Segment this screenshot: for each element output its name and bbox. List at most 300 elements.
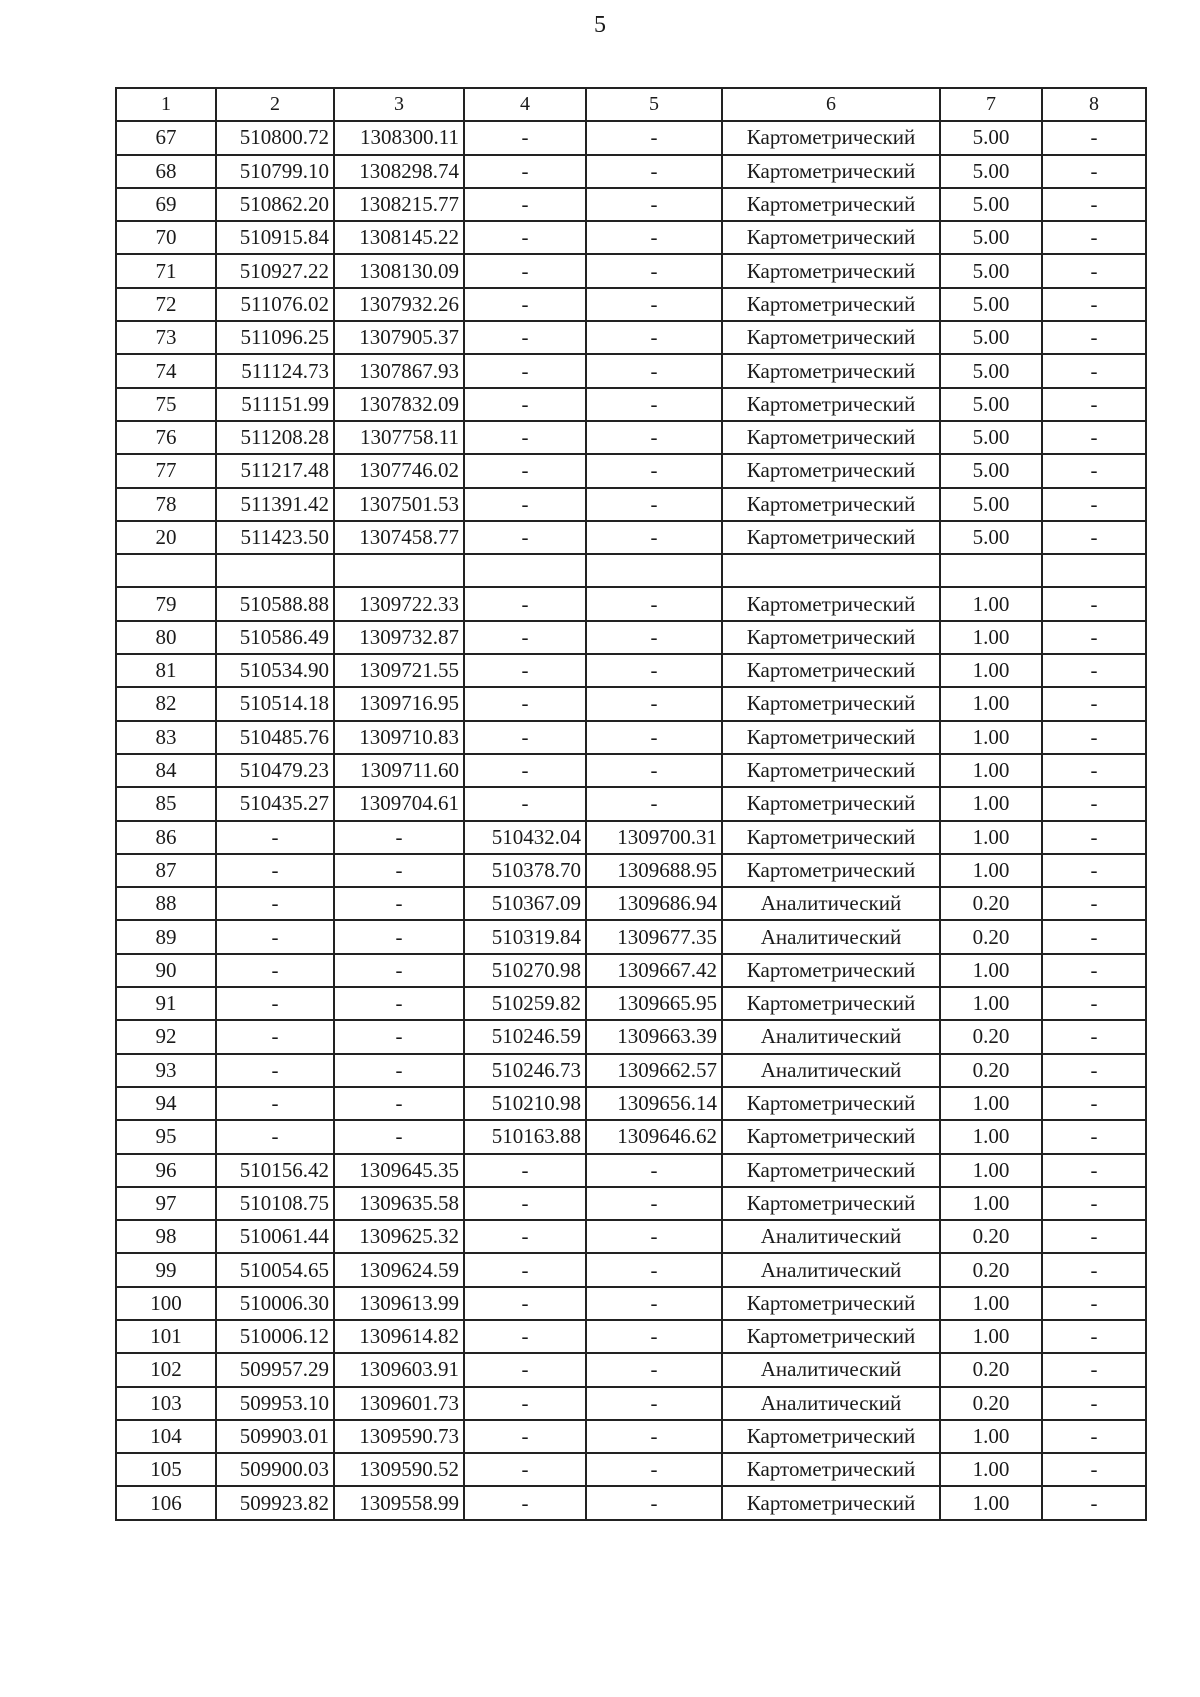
table-row [116, 1253, 1146, 1286]
x-new-coordinate-cell: 510432.04 [464, 821, 586, 854]
x-coordinate-cell: 509953.10 [216, 1387, 334, 1420]
page-number: 5 [594, 12, 606, 38]
table-row [116, 421, 1146, 454]
point-number-cell: 106 [116, 1486, 216, 1519]
precision-cell: 5.00 [940, 288, 1042, 321]
table-row [116, 1087, 1146, 1120]
precision-cell [940, 554, 1042, 587]
precision-cell: 1.00 [940, 1486, 1042, 1519]
x-coordinate-cell: 510915.84 [216, 221, 334, 254]
method-cell: Картометрический [722, 488, 940, 521]
description-cell: - [1042, 987, 1146, 1020]
x-new-coordinate-cell: - [464, 221, 586, 254]
table-row [116, 754, 1146, 787]
x-new-coordinate-cell: - [464, 721, 586, 754]
method-cell: Картометрический [722, 987, 940, 1020]
table-row [116, 188, 1146, 221]
description-cell: - [1042, 321, 1146, 354]
description-cell: - [1042, 421, 1146, 454]
y-new-coordinate-cell: - [586, 654, 722, 687]
y-new-coordinate-cell: - [586, 1154, 722, 1187]
x-new-coordinate-cell: - [464, 488, 586, 521]
method-cell: Картометрический [722, 288, 940, 321]
y-coordinate-cell: 1307832.09 [334, 388, 464, 421]
precision-cell: 1.00 [940, 1287, 1042, 1320]
method-cell: Картометрический [722, 754, 940, 787]
point-number-cell: 74 [116, 354, 216, 387]
point-number-cell: 91 [116, 987, 216, 1020]
y-new-coordinate-cell: - [586, 1253, 722, 1286]
point-number-cell: 98 [116, 1220, 216, 1253]
table-body [116, 88, 1146, 1520]
method-cell: Картометрический [722, 1453, 940, 1486]
y-coordinate-cell: 1309716.95 [334, 687, 464, 720]
point-number-cell: 83 [116, 721, 216, 754]
y-coordinate-cell: - [334, 987, 464, 1020]
point-number-cell: 93 [116, 1054, 216, 1087]
y-new-coordinate-cell: - [586, 721, 722, 754]
y-coordinate-cell: 1309625.32 [334, 1220, 464, 1253]
table-row [116, 321, 1146, 354]
x-coordinate-cell: 510108.75 [216, 1187, 334, 1220]
x-new-coordinate-cell: - [464, 1154, 586, 1187]
description-cell: - [1042, 121, 1146, 154]
header-cell: 7 [940, 88, 1042, 121]
header-cell: 4 [464, 88, 586, 121]
precision-cell: 5.00 [940, 155, 1042, 188]
table-row [116, 554, 1146, 587]
header-cell: 2 [216, 88, 334, 121]
x-new-coordinate-cell [464, 554, 586, 587]
method-cell: Картометрический [722, 621, 940, 654]
x-new-coordinate-cell: 510378.70 [464, 854, 586, 887]
point-number-cell: 67 [116, 121, 216, 154]
point-number-cell: 104 [116, 1420, 216, 1453]
method-cell [722, 554, 940, 587]
x-new-coordinate-cell: - [464, 1287, 586, 1320]
x-new-coordinate-cell: 510259.82 [464, 987, 586, 1020]
table-row [116, 288, 1146, 321]
y-new-coordinate-cell: 1309667.42 [586, 954, 722, 987]
description-cell: - [1042, 188, 1146, 221]
y-new-coordinate-cell: 1309686.94 [586, 887, 722, 920]
table-row [116, 254, 1146, 287]
x-new-coordinate-cell: - [464, 121, 586, 154]
method-cell: Картометрический [722, 1420, 940, 1453]
table-row [116, 954, 1146, 987]
x-coordinate-cell: 510061.44 [216, 1220, 334, 1253]
x-new-coordinate-cell: 510270.98 [464, 954, 586, 987]
point-number-cell: 99 [116, 1253, 216, 1286]
table-row [116, 621, 1146, 654]
y-new-coordinate-cell: - [586, 1486, 722, 1519]
y-coordinate-cell: 1308300.11 [334, 121, 464, 154]
description-cell: - [1042, 1453, 1146, 1486]
description-cell: - [1042, 787, 1146, 820]
x-new-coordinate-cell: - [464, 1453, 586, 1486]
x-coordinate-cell: 511124.73 [216, 354, 334, 387]
x-coordinate-cell: 509900.03 [216, 1453, 334, 1486]
description-cell: - [1042, 1320, 1146, 1353]
x-coordinate-cell: 510156.42 [216, 1154, 334, 1187]
x-coordinate-cell: - [216, 887, 334, 920]
precision-cell: 5.00 [940, 388, 1042, 421]
method-cell: Картометрический [722, 321, 940, 354]
y-new-coordinate-cell: - [586, 221, 722, 254]
x-coordinate-cell: 511423.50 [216, 521, 334, 554]
y-coordinate-cell: - [334, 1054, 464, 1087]
table-row [116, 1187, 1146, 1220]
description-cell: - [1042, 1020, 1146, 1053]
point-number-cell: 86 [116, 821, 216, 854]
point-number-cell: 79 [116, 587, 216, 620]
y-new-coordinate-cell: - [586, 687, 722, 720]
point-number-cell: 94 [116, 1087, 216, 1120]
y-coordinate-cell: 1309613.99 [334, 1287, 464, 1320]
point-number-cell: 100 [116, 1287, 216, 1320]
y-coordinate-cell: 1307932.26 [334, 288, 464, 321]
y-new-coordinate-cell: - [586, 587, 722, 620]
precision-cell: 1.00 [940, 587, 1042, 620]
y-new-coordinate-cell: - [586, 121, 722, 154]
point-number-cell: 76 [116, 421, 216, 454]
method-cell: Аналитический [722, 920, 940, 953]
precision-cell: 1.00 [940, 1320, 1042, 1353]
x-new-coordinate-cell: - [464, 421, 586, 454]
point-number-cell: 82 [116, 687, 216, 720]
y-coordinate-cell: 1309711.60 [334, 754, 464, 787]
description-cell: - [1042, 288, 1146, 321]
point-number-cell: 77 [116, 454, 216, 487]
y-coordinate-cell: 1307458.77 [334, 521, 464, 554]
x-new-coordinate-cell: - [464, 1320, 586, 1353]
x-new-coordinate-cell: - [464, 687, 586, 720]
y-coordinate-cell: 1309721.55 [334, 654, 464, 687]
y-new-coordinate-cell: - [586, 188, 722, 221]
table-row [116, 1120, 1146, 1153]
y-new-coordinate-cell: 1309663.39 [586, 1020, 722, 1053]
x-coordinate-cell: 510514.18 [216, 687, 334, 720]
y-coordinate-cell: 1309645.35 [334, 1154, 464, 1187]
method-cell: Картометрический [722, 354, 940, 387]
method-cell: Аналитический [722, 1353, 940, 1386]
description-cell: - [1042, 1387, 1146, 1420]
method-cell: Картометрический [722, 121, 940, 154]
point-number-cell: 105 [116, 1453, 216, 1486]
x-coordinate-cell: 510479.23 [216, 754, 334, 787]
precision-cell: 1.00 [940, 1120, 1042, 1153]
y-new-coordinate-cell: - [586, 1287, 722, 1320]
method-cell: Картометрический [722, 521, 940, 554]
method-cell: Картометрический [722, 787, 940, 820]
y-new-coordinate-cell: - [586, 1353, 722, 1386]
method-cell: Аналитический [722, 1054, 940, 1087]
method-cell: Картометрический [722, 721, 940, 754]
point-number-cell: 69 [116, 188, 216, 221]
precision-cell: 1.00 [940, 1187, 1042, 1220]
table-row [116, 1287, 1146, 1320]
table-row [116, 821, 1146, 854]
y-coordinate-cell: 1309558.99 [334, 1486, 464, 1519]
description-cell: - [1042, 1154, 1146, 1187]
description-cell: - [1042, 254, 1146, 287]
y-coordinate-cell: 1307746.02 [334, 454, 464, 487]
description-cell: - [1042, 1120, 1146, 1153]
method-cell: Картометрический [722, 821, 940, 854]
description-cell: - [1042, 1287, 1146, 1320]
point-number-cell: 92 [116, 1020, 216, 1053]
x-new-coordinate-cell: 510319.84 [464, 920, 586, 953]
y-coordinate-cell: 1308130.09 [334, 254, 464, 287]
table-header-row [116, 88, 1146, 121]
point-number-cell: 68 [116, 155, 216, 188]
y-new-coordinate-cell: 1309646.62 [586, 1120, 722, 1153]
x-coordinate-cell: - [216, 987, 334, 1020]
description-cell: - [1042, 954, 1146, 987]
y-new-coordinate-cell: - [586, 155, 722, 188]
y-new-coordinate-cell: - [586, 354, 722, 387]
precision-cell: 5.00 [940, 121, 1042, 154]
table-row [116, 654, 1146, 687]
table-row [116, 987, 1146, 1020]
point-number-cell: 20 [116, 521, 216, 554]
method-cell: Картометрический [722, 221, 940, 254]
point-number-cell: 70 [116, 221, 216, 254]
header-cell: 1 [116, 88, 216, 121]
method-cell: Картометрический [722, 155, 940, 188]
y-coordinate-cell [334, 554, 464, 587]
x-coordinate-cell [216, 554, 334, 587]
table-row [116, 887, 1146, 920]
y-new-coordinate-cell: 1309662.57 [586, 1054, 722, 1087]
x-coordinate-cell: 510588.88 [216, 587, 334, 620]
precision-cell: 5.00 [940, 454, 1042, 487]
point-number-cell: 90 [116, 954, 216, 987]
table-row [116, 1353, 1146, 1386]
precision-cell: 1.00 [940, 721, 1042, 754]
description-cell: - [1042, 1253, 1146, 1286]
precision-cell: 1.00 [940, 1420, 1042, 1453]
x-new-coordinate-cell: - [464, 787, 586, 820]
y-new-coordinate-cell: - [586, 421, 722, 454]
description-cell: - [1042, 1220, 1146, 1253]
method-cell: Картометрический [722, 1087, 940, 1120]
x-coordinate-cell: 510800.72 [216, 121, 334, 154]
x-new-coordinate-cell: 510246.59 [464, 1020, 586, 1053]
y-coordinate-cell: - [334, 920, 464, 953]
y-new-coordinate-cell: - [586, 1453, 722, 1486]
description-cell: - [1042, 354, 1146, 387]
y-coordinate-cell: 1308215.77 [334, 188, 464, 221]
table-row [116, 1486, 1146, 1519]
y-new-coordinate-cell: 1309677.35 [586, 920, 722, 953]
description-cell: - [1042, 521, 1146, 554]
description-cell: - [1042, 721, 1146, 754]
x-new-coordinate-cell: - [464, 1253, 586, 1286]
y-new-coordinate-cell: - [586, 787, 722, 820]
x-coordinate-cell: 510862.20 [216, 188, 334, 221]
precision-cell: 1.00 [940, 621, 1042, 654]
x-new-coordinate-cell: 510210.98 [464, 1087, 586, 1120]
precision-cell: 1.00 [940, 1154, 1042, 1187]
method-cell: Картометрический [722, 388, 940, 421]
y-coordinate-cell: 1309590.52 [334, 1453, 464, 1486]
precision-cell: 5.00 [940, 354, 1042, 387]
x-new-coordinate-cell: 510367.09 [464, 887, 586, 920]
x-new-coordinate-cell: - [464, 621, 586, 654]
description-cell: - [1042, 687, 1146, 720]
precision-cell: 1.00 [940, 987, 1042, 1020]
header-cell: 8 [1042, 88, 1146, 121]
description-cell: - [1042, 1187, 1146, 1220]
y-coordinate-cell: 1309624.59 [334, 1253, 464, 1286]
y-new-coordinate-cell: - [586, 1420, 722, 1453]
table-row [116, 1154, 1146, 1187]
x-new-coordinate-cell: - [464, 288, 586, 321]
table-row [116, 854, 1146, 887]
y-coordinate-cell: 1309710.83 [334, 721, 464, 754]
point-number-cell: 102 [116, 1353, 216, 1386]
y-new-coordinate-cell: - [586, 321, 722, 354]
y-new-coordinate-cell: - [586, 288, 722, 321]
table-row [116, 388, 1146, 421]
description-cell: - [1042, 821, 1146, 854]
description-cell: - [1042, 1486, 1146, 1519]
x-new-coordinate-cell: - [464, 654, 586, 687]
method-cell: Картометрический [722, 587, 940, 620]
precision-cell: 1.00 [940, 687, 1042, 720]
x-coordinate-cell: 510435.27 [216, 787, 334, 820]
y-coordinate-cell: - [334, 1020, 464, 1053]
table-row [116, 121, 1146, 154]
x-new-coordinate-cell: - [464, 754, 586, 787]
y-new-coordinate-cell: 1309688.95 [586, 854, 722, 887]
x-new-coordinate-cell: - [464, 1220, 586, 1253]
x-new-coordinate-cell: 510246.73 [464, 1054, 586, 1087]
method-cell: Аналитический [722, 1253, 940, 1286]
method-cell: Картометрический [722, 687, 940, 720]
y-new-coordinate-cell: - [586, 1387, 722, 1420]
precision-cell: 0.20 [940, 1387, 1042, 1420]
table-row [116, 1054, 1146, 1087]
table-row [116, 521, 1146, 554]
method-cell: Аналитический [722, 1387, 940, 1420]
coordinates-table [115, 87, 1147, 1521]
method-cell: Картометрический [722, 421, 940, 454]
y-new-coordinate-cell: 1309700.31 [586, 821, 722, 854]
x-coordinate-cell: - [216, 854, 334, 887]
x-new-coordinate-cell: - [464, 1420, 586, 1453]
description-cell: - [1042, 488, 1146, 521]
precision-cell: 0.20 [940, 1253, 1042, 1286]
x-new-coordinate-cell: - [464, 188, 586, 221]
x-coordinate-cell: - [216, 1020, 334, 1053]
x-coordinate-cell: 511391.42 [216, 488, 334, 521]
point-number-cell: 78 [116, 488, 216, 521]
y-coordinate-cell: - [334, 1120, 464, 1153]
point-number-cell: 72 [116, 288, 216, 321]
y-coordinate-cell: 1309635.58 [334, 1187, 464, 1220]
y-coordinate-cell: 1307501.53 [334, 488, 464, 521]
precision-cell: 1.00 [940, 854, 1042, 887]
precision-cell: 5.00 [940, 254, 1042, 287]
description-cell: - [1042, 621, 1146, 654]
y-coordinate-cell: 1307867.93 [334, 354, 464, 387]
x-coordinate-cell: - [216, 821, 334, 854]
point-number-cell: 73 [116, 321, 216, 354]
x-new-coordinate-cell: - [464, 155, 586, 188]
point-number-cell: 85 [116, 787, 216, 820]
table-row [116, 687, 1146, 720]
table-row [116, 721, 1146, 754]
method-cell: Аналитический [722, 1020, 940, 1053]
y-coordinate-cell: 1309704.61 [334, 787, 464, 820]
y-new-coordinate-cell [586, 554, 722, 587]
x-new-coordinate-cell: - [464, 321, 586, 354]
y-new-coordinate-cell: - [586, 521, 722, 554]
precision-cell: 1.00 [940, 1453, 1042, 1486]
description-cell: - [1042, 221, 1146, 254]
point-number-cell: 81 [116, 654, 216, 687]
x-new-coordinate-cell: - [464, 1353, 586, 1386]
precision-cell: 0.20 [940, 1353, 1042, 1386]
y-new-coordinate-cell: - [586, 754, 722, 787]
description-cell: - [1042, 1353, 1146, 1386]
x-coordinate-cell: 510006.12 [216, 1320, 334, 1353]
y-new-coordinate-cell: - [586, 488, 722, 521]
y-coordinate-cell: 1307758.11 [334, 421, 464, 454]
precision-cell: 1.00 [940, 821, 1042, 854]
y-new-coordinate-cell: - [586, 621, 722, 654]
point-number-cell: 97 [116, 1187, 216, 1220]
method-cell: Картометрический [722, 854, 940, 887]
description-cell: - [1042, 754, 1146, 787]
y-new-coordinate-cell: - [586, 388, 722, 421]
x-coordinate-cell: 510927.22 [216, 254, 334, 287]
method-cell: Картометрический [722, 1120, 940, 1153]
point-number-cell: 101 [116, 1320, 216, 1353]
y-new-coordinate-cell: - [586, 1320, 722, 1353]
table-row [116, 1387, 1146, 1420]
y-new-coordinate-cell: 1309656.14 [586, 1087, 722, 1120]
method-cell: Картометрический [722, 254, 940, 287]
x-coordinate-cell: 511096.25 [216, 321, 334, 354]
table-row [116, 1020, 1146, 1053]
y-coordinate-cell: 1309614.82 [334, 1320, 464, 1353]
point-number-cell: 71 [116, 254, 216, 287]
precision-cell: 0.20 [940, 887, 1042, 920]
x-coordinate-cell: - [216, 920, 334, 953]
table-row [116, 454, 1146, 487]
method-cell: Картометрический [722, 188, 940, 221]
x-coordinate-cell: - [216, 954, 334, 987]
x-coordinate-cell: 511208.28 [216, 421, 334, 454]
precision-cell: 5.00 [940, 321, 1042, 354]
table-row [116, 155, 1146, 188]
x-new-coordinate-cell: - [464, 354, 586, 387]
method-cell: Картометрический [722, 1320, 940, 1353]
precision-cell: 5.00 [940, 221, 1042, 254]
x-coordinate-cell: 510799.10 [216, 155, 334, 188]
precision-cell: 0.20 [940, 1220, 1042, 1253]
x-new-coordinate-cell: - [464, 388, 586, 421]
method-cell: Аналитический [722, 1220, 940, 1253]
description-cell: - [1042, 654, 1146, 687]
precision-cell: 1.00 [940, 787, 1042, 820]
point-number-cell [116, 554, 216, 587]
table-row [116, 1320, 1146, 1353]
precision-cell: 0.20 [940, 920, 1042, 953]
